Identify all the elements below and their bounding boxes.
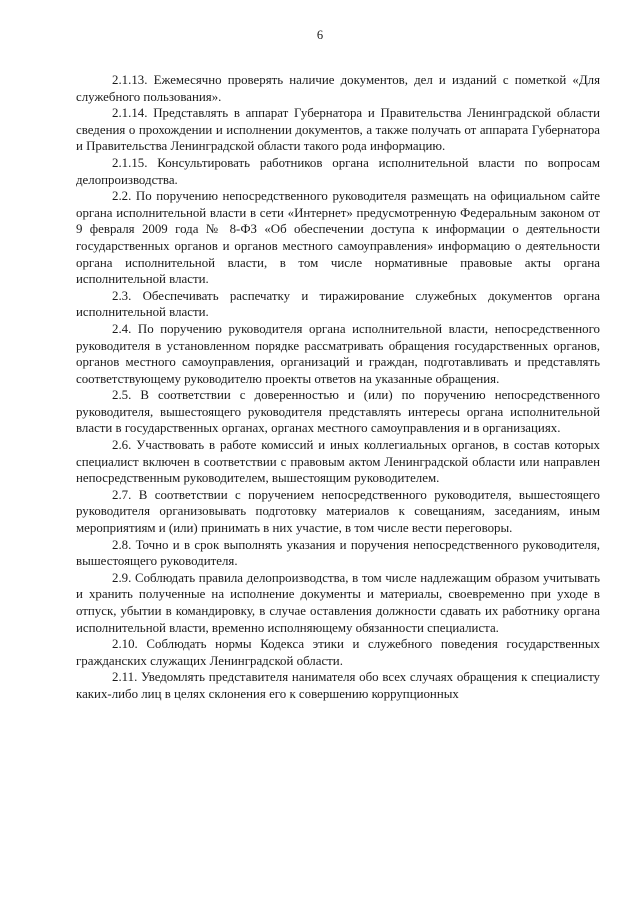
paragraph-2-1-15: 2.1.15. Консультировать работников органа исполнительной власти по вопросам делопроизводства. [76, 155, 600, 187]
paragraph-2-6: 2.6. Участвовать в работе комиссий и иных коллегиальных органов, в состав которых специалист включен в соответствии с правовым актом Ленинградской области или направлен непосредственным руководителем, вышестоящим руководителем. [76, 438, 600, 486]
document-body [76, 72, 600, 703]
paragraph-2-4: 2.4. По поручению руководителя органа исполнительной власти, непосредственного руководителя в установленном порядке рассматривать обращения государственных органов, органов местного самоуправления, организаций и граждан, подготавливать и представлять соответствующему руководителю проекты ответов на указанные обращения. [76, 321, 600, 386]
paragraph-2-3: 2.3. Обеспечивать распечатку и тиражирование служебных документов органа исполнительной власти. [76, 288, 600, 320]
paragraph-2-10: 2.10. Соблюдать нормы Кодекса этики и служебного поведения государственных гражданских служащих Ленинградской области. [76, 637, 600, 668]
paragraph-2-1-13: 2.1.13. Ежемесячно проверять наличие документов, дел и изданий с пометкой «Для служебного пользования». [76, 73, 600, 104]
paragraph-2-1-14: 2.1.14. Представлять в аппарат Губернатора и Правительства Ленинградской области сведения о прохождении и исполнении документов, а также получать от аппарата Губернатора и Правительства Ленинградской области такого рода информацию. [76, 106, 600, 154]
paragraph-2-9: 2.9. Соблюдать правила делопроизводства, в том числе надлежащим образом учитывать и хранить полученные на исполнение документы и материалы, своевременно при уходе в отпуск, убытии в командировку, в случае оставления должности сдавать их работнику органа исполнительной власти, временно исполняющему обязанности специалиста. [76, 570, 600, 635]
page-number: 6 [316, 28, 324, 42]
paragraph-2-2: 2.2. По поручению непосредственного руководителя размещать на официальном сайте органа исполнительной власти в сети «Интернет» предусмотренную Федеральным законом от 9 февраля 2009 года № 8-ФЗ «Об обеспечении доступа к информации о деятельности государственных органов и органов местного самоуправления» информацию о деятельности органа исполнительной власти, в том числе нормативные правовые акты органа исполнительной власти. [76, 189, 600, 287]
paragraph-2-8: 2.8. Точно и в срок выполнять указания и поручения непосредственного руководителя, вышестоящего руководителя. [76, 537, 600, 569]
paragraph-2-7: 2.7. В соответствии с поручением непосредственного руководителя, вышестоящего руководителя организовывать подготовку материалов к совещаниям, заседаниям, иным мероприятиям и (или) принимать в них участие, в том числе вести переговоры. [76, 487, 600, 536]
paragraph-2-5: 2.5. В соответствии с доверенностью и (или) по поручению непосредственного руководителя, вышестоящего руководителя представлять интересы органа исполнительной власти в государственных органах, органах местного самоуправления и в организациях. [76, 388, 600, 436]
paragraph-2-11: 2.11. Уведомлять представителя нанимателя обо всех случаях обращения к специалисту каких-либо лиц в целях склонения его к совершению коррупционных [76, 670, 600, 701]
